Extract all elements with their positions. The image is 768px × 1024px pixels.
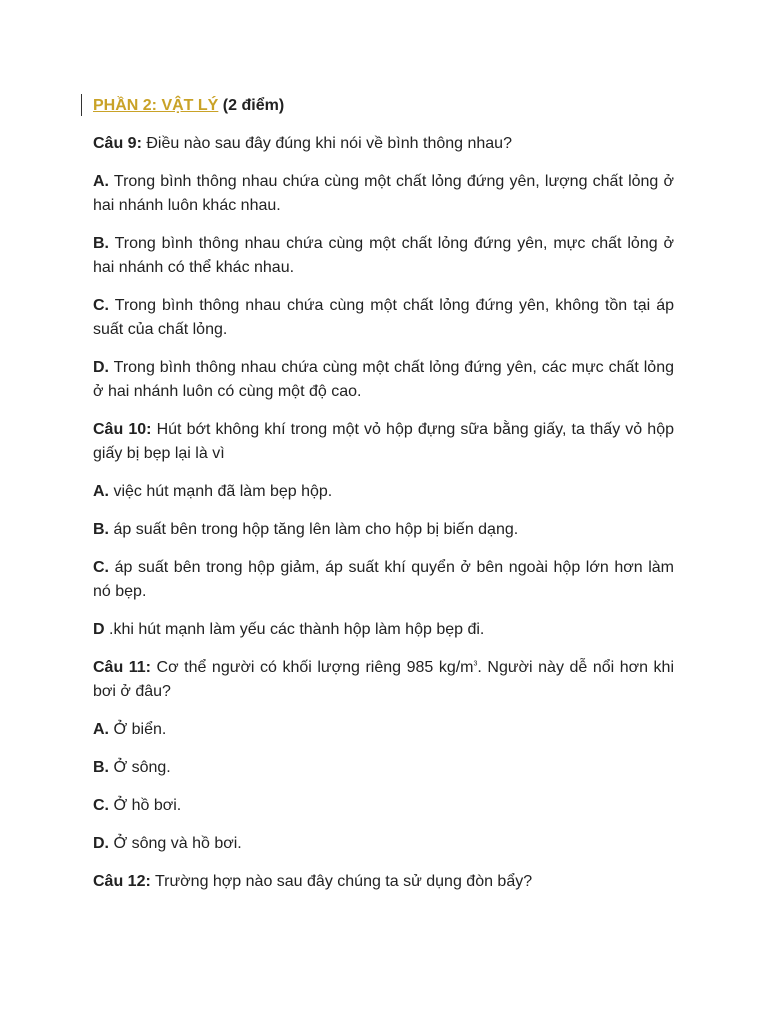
option-text: việc hút mạnh đã làm bẹp hộp. (109, 483, 333, 500)
question-label: Câu 12: (93, 873, 151, 890)
option-text: áp suất bên trong hộp giảm, áp suất khí quyển ở bên ngoài hộp lớn hơn làm nó bẹp. (93, 559, 674, 600)
option-key: B. (93, 759, 109, 776)
option-key: A. (93, 721, 109, 738)
option-10c (93, 556, 674, 604)
option-text: Trong bình thông nhau chứa cùng một chất lỏng đứng yên, mực chất lỏng ở hai nhánh có thể khác nhau. (93, 235, 674, 276)
section-title[interactable]: PHẦN 2: VẬT LÝ (93, 97, 219, 114)
question-label: Câu 9: (93, 135, 142, 152)
question-label: Câu 11: (93, 659, 152, 676)
option-9a (93, 170, 674, 218)
option-11c (93, 794, 674, 818)
option-10d (93, 618, 674, 642)
option-key: A. (93, 173, 109, 190)
section-points: (2 điểm) (222, 97, 285, 114)
option-9d (93, 356, 674, 404)
option-text: áp suất bên trong hộp tăng lên làm cho hộp bị biến dạng. (109, 521, 519, 538)
option-9b (93, 232, 674, 280)
option-text: Trong bình thông nhau chứa cùng một chất lỏng đứng yên, các mực chất lỏng ở hai nhánh luôn có cùng một độ cao. (93, 359, 674, 400)
option-text: Trong bình thông nhau chứa cùng một chất lỏng đứng yên, không tồn tại áp suất của chất lỏng. (93, 297, 674, 338)
option-9c (93, 294, 674, 342)
option-key: B. (93, 521, 109, 538)
question-text: Điều nào sau đây đúng khi nói về bình thông nhau? (141, 135, 512, 152)
option-10b (93, 518, 674, 542)
question-12 (93, 870, 674, 894)
question-text: Trường hợp nào sau đây chúng ta sử dụng đòn bẩy? (150, 873, 533, 890)
section-heading (93, 94, 674, 118)
text-cursor (81, 94, 82, 116)
option-text: Ở sông. (109, 759, 171, 776)
option-text: Trong bình thông nhau chứa cùng một chất lỏng đứng yên, lượng chất lỏng ở hai nhánh luôn khác nhau. (93, 173, 674, 214)
option-key: B. (93, 235, 109, 252)
option-key: A. (93, 483, 109, 500)
option-key: D. (93, 835, 109, 852)
option-key: C. (93, 797, 109, 814)
option-key: C. (93, 297, 109, 314)
question-10 (93, 418, 674, 466)
option-text: Ở hồ bơi. (109, 797, 182, 814)
question-text-end: . Người này dễ nổi hơn khi bơi ở đâu? (93, 659, 675, 700)
option-text: Ở biển. (109, 721, 167, 738)
option-key: D (93, 621, 105, 638)
question-label: Câu 10: (93, 421, 152, 438)
superscript: 3 (473, 660, 478, 668)
question-text: Cơ thể người có khối lượng riêng 985 kg/m (151, 659, 474, 676)
option-text: Ở sông và hồ bơi. (109, 835, 242, 852)
option-10a (93, 480, 674, 504)
option-text: .khi hút mạnh làm yếu các thành hộp làm hộp bẹp đi. (104, 621, 485, 638)
option-11b (93, 756, 674, 780)
question-11 (93, 656, 674, 704)
question-text: Hút bớt không khí trong một vỏ hộp đựng sữa bằng giấy, ta thấy vỏ hộp giấy bị bẹp lại là vì (93, 421, 675, 462)
option-key: D. (93, 359, 109, 376)
option-key: C. (93, 559, 109, 576)
option-11a (93, 718, 674, 742)
option-11d (93, 832, 674, 856)
document-page (93, 94, 674, 908)
question-9 (93, 132, 674, 156)
